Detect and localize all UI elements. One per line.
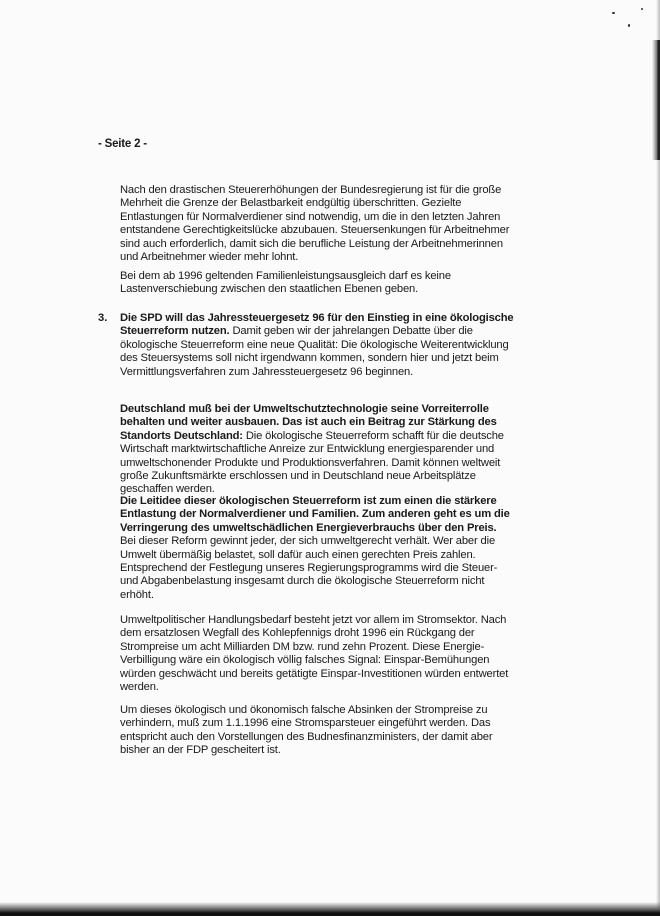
scan-edge-bottom [0,902,660,916]
page-number: - Seite 2 - [98,138,147,150]
paragraph-tax-relief: Nach den drastischen Steuererhöhungen der Bundesregierung ist für die große Mehrheit die Grenze der Belastbarkeit endgültig überschritten. Gezielte Entlastungen für Normalverdiener sind notwendig, um die in den letzten Jahren entstandene Gerechtigkeitslücke abzubauen. Steuersenkungen für Arbeitnehmer sind auch erforderlich, damit sich die berufliche Leistung der Arbeitnehmerinnen und Arbeitnehmer wieder mehr lohnt. [120,184,510,264]
paragraph-item-3 [120,312,515,379]
list-item-number: 3. [98,312,108,324]
paragraph-4-body: Die ökologische Steuerreform schafft für die deutsche Wirtschaft marktwirtschaftliche Anreize zur Entwicklung energiesparender und umweltschonender Produkte und Produktionsverfahren. Damit können weltweit große Zukunftsmärkte erschlossen und in Deutschland neue Arbeitsplätze geschaffen werden. [120,429,504,496]
paragraph-family-compensation: Bei dem ab 1996 geltenden Familienleistungsausgleich darf es keine Lastenverschiebung zwischen den staatlichen Ebenen geben. [120,270,451,296]
scan-speck [641,8,643,10]
item-3-lead: Die SPD will das Jahressteuergesetz 96 für den Einstieg in eine ökologische Steuerreform nutzen. [120,312,514,338]
paragraph-electricity-tax: Um dieses ökologisch und ökonomisch falsche Absinken der Strompreise zu verhindern, muß zum 1.1.1996 eine Stromsparsteuer eingeführt werden. Das entspricht auch den Vorstellungen des Budnesfinanzministers, der damit aber bisher an der FDP gescheitert ist. [120,704,493,757]
scan-speck [612,12,615,14]
paragraph-5-body: Bei dieser Reform gewinnt jeder, der sich umweltgerecht verhält. Wer aber die Umwelt übermäßig belastet, soll dafür auch einen gerechten Preis zahlen. Entsprechend der Festlegung unseres Regierungsprogramms wird die Steuer- und Abgabenbelastung insgesamt durch die ökologische Steuerreform nicht erhöht. [120,535,498,601]
paragraph-4-lead: Deutschland muß bei der Umweltschutztechnologie seine Vorreiterrolle behalten und weiter ausbauen. Das ist auch ein Beitrag zur Stärkung des Standorts Deutschland: [120,403,497,442]
scan-speck [628,24,630,27]
scan-artifact-right [652,40,660,160]
paragraph-guiding-idea [120,495,515,602]
item-3-body: Damit geben wir der jahrelangen Debatte über die ökologische Steuerreform eine neue Qualität: Die ökologische Weiterentwicklung des Steuersystems soll nicht irgendwann kommen, sondern hier und jetzt beim Vermittlungsverfahren zum Jahressteuergesetz 96 beginnen. [120,325,509,378]
paragraph-electricity-sector: Umweltpolitischer Handlungsbedarf besteht jetzt vor allem im Stromsektor. Nach dem ersatzlosen Wegfall des Kohlepfennigs droht 1996 ein Rückgang der Strompreise um acht Milliarden DM bzw. rund zehn Prozent. Diese Energie-Verbilligung wäre ein ökologisch völlig falsches Signal: Einspar-Bemühungen würden geschwächt und bereits getätigte Einspar-Investitionen würden entwertet werden. [120,614,509,694]
paragraph-5-lead: Die Leitidee dieser ökologischen Steuerreform ist zum einen die stärkere Entlastung der Normalverdiener und Familien. Zum anderen geht es um die Verringerung des umweltschädlichen Energieverbrauchs über den Preis. [120,495,510,534]
paragraph-environmental-technology [120,403,515,497]
